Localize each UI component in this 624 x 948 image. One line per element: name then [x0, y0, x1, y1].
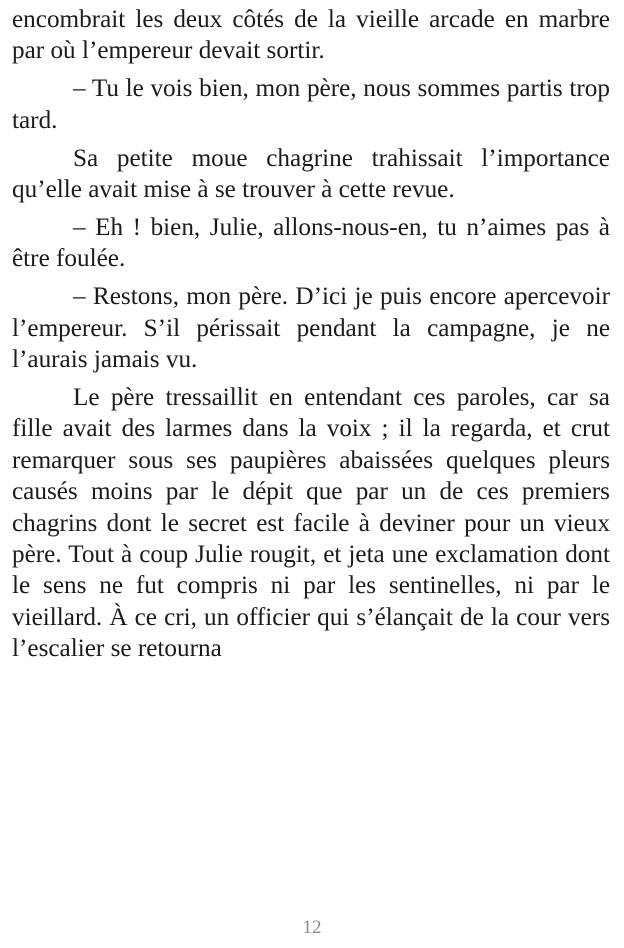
paragraph-continuation: encombrait les deux côtés de la vieille arcade en marbre par où l’empereur devait sortir. [12, 6, 610, 65]
body-text [12, 4, 610, 671]
paragraph: Sa petite moue chagrine trahissait l’importance qu’elle avait mise à se trouver à cette revue. [12, 144, 610, 204]
page-number: 12 [302, 917, 322, 938]
dialogue-line: – Eh ! bien, Julie, allons-nous-en, tu n’aimes pas à être foulée. [12, 213, 610, 273]
dialogue-line: – Restons, mon père. D’ici je puis encore apercevoir l’empereur. S’il périssait pendant la campagne, je ne l’aurais jamais vu. [12, 283, 610, 374]
paragraph: Le père tressaillit en entendant ces paroles, car sa fille avait des larmes dans la voix ; il la regarda, et crut remarquer sous ses paupières abaissées quelques pleurs causés moins par le dépit que par un de ces premiers chagrins dont le secret est facile à deviner pour un vieux père. Tout à coup Julie rougit, et jeta une exclamation dont le sens ne fut compris ni par les sentinelles, ni par le vieillard. À ce cri, un officier qui s’élançait de la cour vers l’escalier se retourna [12, 383, 610, 663]
dialogue-line: – Tu le vois bien, mon père, nous sommes partis trop tard. [12, 75, 610, 134]
